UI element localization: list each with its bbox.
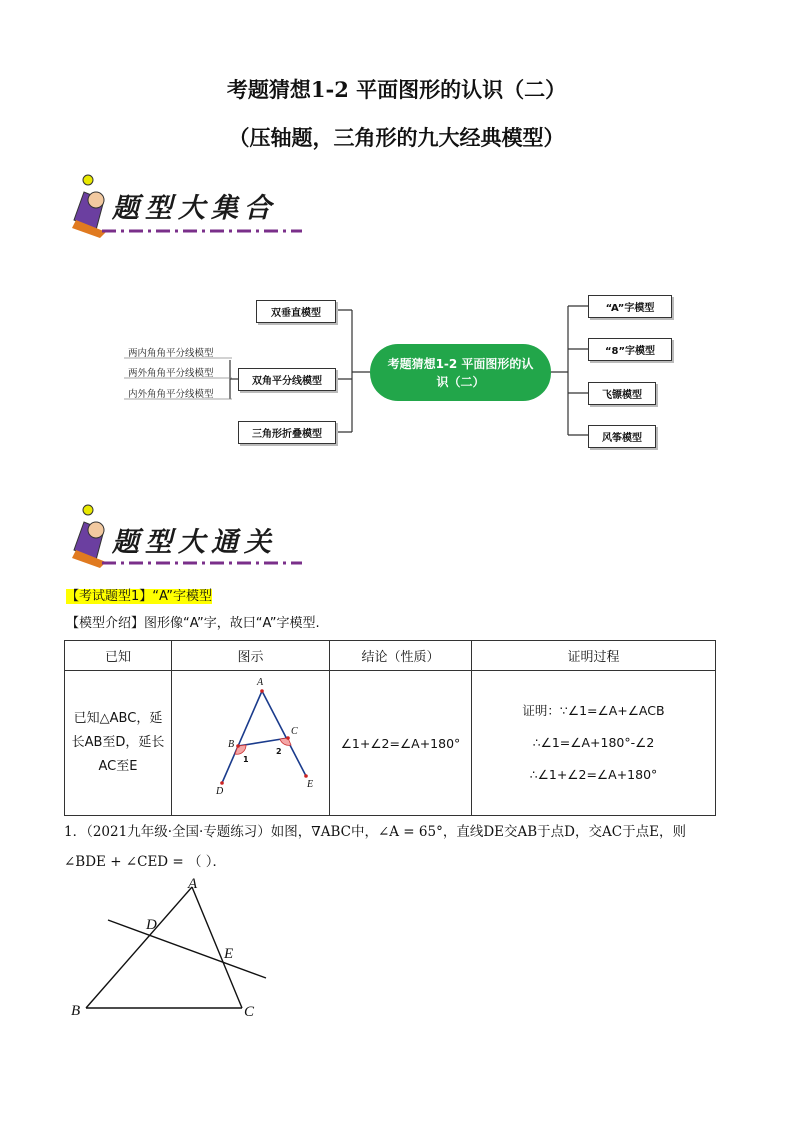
problem-1-line2: ∠BDE + ∠CED = （ ）． [64, 854, 227, 870]
known-text: 已知△ABC，延长AB至D，延长AC至E [71, 711, 165, 774]
table-header-cell: 图示 [172, 641, 330, 671]
mindmap-node-label: “8”字模型 [604, 346, 656, 357]
figure-label-c: C [290, 726, 298, 737]
page-subtitle: （压轴题，三角形的九大经典模型） [228, 125, 565, 150]
figure-label-e: E [306, 779, 313, 790]
page-title: 考题猜想1-2 平面图形的认识（二） [226, 77, 567, 102]
model-table [64, 640, 716, 816]
banner-underline [102, 560, 302, 566]
section-tag-label: 【考试题型1】“A”字模型 [66, 589, 213, 604]
proof-line: ∴∠1+∠2=∠A+180° [529, 767, 658, 782]
mindmap [0, 280, 793, 460]
proof-cell [472, 671, 716, 816]
table-row [65, 671, 716, 816]
problem-1-figure [66, 872, 286, 1022]
mindmap-node-dart-model [588, 382, 656, 405]
problem-figure-label-d: D [146, 917, 157, 933]
mindmap-node-label: 双垂直模型 [271, 308, 321, 319]
figure-label-a: A [256, 677, 263, 688]
mindmap-node-kite-model [588, 425, 656, 448]
table-header-cell: 已知 [65, 641, 172, 671]
banner-collection-title: 题型大集合 [112, 193, 277, 224]
mindmap-subnode-two-interior: 两内角角平分线模型 [128, 348, 214, 359]
banner-pass-title: 题型大通关 [112, 527, 277, 558]
figure-label-angle1: 1 [242, 755, 249, 764]
model-intro-text: 图形像“A”字，故曰“A”字模型. [144, 616, 320, 631]
mindmap-node-label: 三角形折叠模型 [252, 429, 322, 440]
problem-figure-label-b: B [71, 1003, 81, 1019]
a-model-figure [176, 671, 326, 811]
mindmap-node-a-model [588, 295, 672, 318]
figure-label-angle2: 2 [275, 747, 282, 756]
table-header-row [65, 641, 716, 671]
table-header-cell: 证明过程 [472, 641, 716, 671]
model-intro [66, 612, 320, 631]
proof-line: ∴∠1=∠A+180°-∠2 [532, 735, 655, 750]
figure-label-d: D [215, 786, 223, 797]
figure-cell [172, 671, 330, 816]
mindmap-node-label: “A”字模型 [605, 303, 655, 314]
problem-figure-label-e: E [224, 946, 234, 962]
problem-1 [64, 817, 724, 877]
mindmap-node-double-bisector [238, 368, 336, 391]
mindmap-subnode-two-exterior: 两外角角平分线模型 [128, 368, 214, 379]
conclusion-cell [330, 671, 472, 816]
mindmap-center-node [370, 344, 551, 401]
problem-figure-label-a: A [188, 876, 198, 892]
mindmap-node-label: 飞镖模型 [602, 390, 642, 401]
conclusion-text: ∠1+∠2=∠A+180° [340, 735, 461, 751]
banner-collection [66, 170, 296, 240]
figure-label-b: B [227, 739, 234, 750]
problem-1-line1: 1．（2021九年级·全国·专题练习）如图，∇ABC中，∠A = 65°，直线DE交AB于点D，交AC于点E，则 [64, 824, 686, 840]
mindmap-node-label: 风筝模型 [602, 433, 642, 444]
mindmap-node-double-perpendicular [256, 300, 336, 323]
mindmap-subnode-interior-exterior: 内外角角平分线模型 [128, 389, 214, 400]
mindmap-center-label: 考题猜想1-2 平面图形的认识（二） [387, 356, 534, 389]
mindmap-node-triangle-fold [238, 421, 336, 444]
mindmap-node-label: 双角平分线模型 [252, 376, 322, 387]
banner-underline [102, 228, 302, 234]
mindmap-node-8-model [588, 338, 672, 361]
known-cell [65, 671, 172, 816]
banner-pass [66, 500, 296, 570]
model-intro-label: 【模型介绍】 [66, 616, 145, 631]
proof-line: 证明：∵∠1=∠A+∠ACB [522, 703, 665, 718]
problem-figure-label-c: C [244, 1004, 255, 1020]
section-tag [66, 585, 212, 604]
table-header-cell: 结论（性质） [330, 641, 472, 671]
